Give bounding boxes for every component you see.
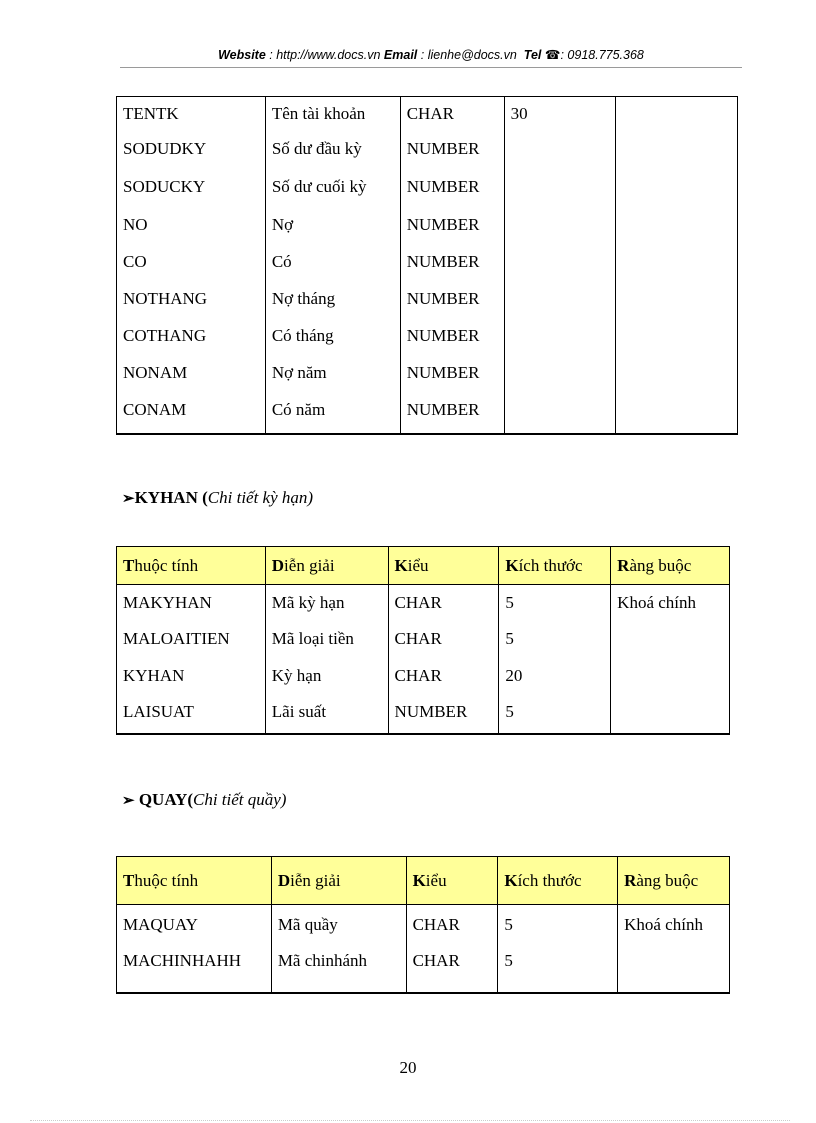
table-cell: Kỳ hạn [265,658,388,694]
table-cell: Mã kỳ hạn [265,585,388,621]
table-quay [116,856,730,994]
table-cell: CHAR [406,905,498,945]
table-cell: Số dư cuối kỳ [265,168,400,206]
table-row [117,244,738,281]
table-cell [616,281,738,318]
table-cell: SODUCKY [117,168,266,206]
table-cell [616,97,738,131]
table-cell [611,621,730,658]
section-name: QUAY( [134,790,193,809]
table-cell: NOTHANG [117,281,266,318]
table-cell: CO [117,244,266,281]
table-cell: NUMBER [400,281,504,318]
table-cell: NUMBER [400,131,504,168]
table-cell [504,355,616,392]
website-separator: : [265,48,277,62]
email-separator: : [417,48,428,62]
table-cell [504,318,616,355]
table-cell: Lãi suất [265,694,388,734]
table-row [117,694,730,734]
column-header: Kích thước [498,857,618,905]
website-label: Website [218,48,266,62]
section-name: KYHAN ( [134,488,208,507]
table-cell: NUMBER [400,168,504,206]
table-row [117,355,738,392]
column-header: Ràng buộc [618,857,730,905]
column-header: Diễn giải [265,547,388,585]
column-header: Kiểu [388,547,499,585]
table-cell: Có tháng [265,318,400,355]
table-cell: COTHANG [117,318,266,355]
table-cell [504,206,616,244]
table-cell: CHAR [388,585,499,621]
table-cell: NUMBER [400,206,504,244]
section-description: Chi tiết quầy) [192,790,287,809]
table-cell: Nợ năm [265,355,400,392]
table-cell: NUMBER [400,355,504,392]
table-cell: MACHINHAHH [117,945,272,993]
table-row [117,318,738,355]
table-cell: CHAR [400,97,504,131]
page-header [120,47,742,67]
table-cell: CHAR [388,621,499,658]
table-cell [616,318,738,355]
table-cell: NUMBER [388,694,499,734]
table-cell: NONAM [117,355,266,392]
bullet-arrow-icon: ➢ [122,793,135,809]
table-cell: 30 [504,97,616,131]
table-header-row [117,547,730,585]
column-header: Kiểu [406,857,498,905]
table-row [117,131,738,168]
table-cell: Khoá chính [618,905,730,945]
table-cell: 20 [499,658,611,694]
column-header: Thuộc tính [117,857,272,905]
table-cell [504,392,616,434]
header-divider [120,67,742,68]
table-cell: MAKYHAN [117,585,266,621]
tel-label: Tel [523,48,542,62]
table-cell: CONAM [117,392,266,434]
table-cell [616,355,738,392]
table-row [117,905,730,945]
table-cell [504,281,616,318]
table-cell: Tên tài khoản [265,97,400,131]
table-cell: MAQUAY [117,905,272,945]
table-cell: NUMBER [400,318,504,355]
table-header-row [117,857,730,905]
table-cell: TENTK [117,97,266,131]
table-cell [504,244,616,281]
email-label: Email [383,48,418,62]
table-cell: 5 [499,694,611,734]
table-cell: NUMBER [400,392,504,434]
bullet-arrow-icon: ➢ [122,491,135,507]
email-value[interactable]: lienhe@docs.vn [427,48,517,62]
section-description: Chi tiết kỳ hạn) [207,488,314,507]
table-cell [616,244,738,281]
table-cell: NO [117,206,266,244]
table-row [117,392,738,434]
section-title-kyhan [122,488,313,508]
table-cell: Mã chinhánh [271,945,406,993]
table-row [117,658,730,694]
column-header: Thuộc tính [117,547,266,585]
table-cell [618,945,730,993]
table-cell: Mã loại tiền [265,621,388,658]
table-cell [616,206,738,244]
table-cell: CHAR [388,658,499,694]
table-cell: 5 [499,585,611,621]
table-cell: Số dư đầu kỳ [265,131,400,168]
table-row [117,206,738,244]
column-header: Ràng buộc [611,547,730,585]
table-row [117,281,738,318]
table-cell: Nợ tháng [265,281,400,318]
section-title-quay [122,790,286,810]
table-cell: CHAR [406,945,498,993]
page-number: 20 [399,1058,417,1077]
table-cell: SODUDKY [117,131,266,168]
table-row [117,945,730,993]
table-cell [504,168,616,206]
table-row [117,621,730,658]
table-cell [611,658,730,694]
table-row [117,585,730,621]
table-cell: 5 [498,945,618,993]
table-cell: MALOAITIEN [117,621,266,658]
table-cell [616,392,738,434]
table-cell [611,694,730,734]
table-cell: NUMBER [400,244,504,281]
phone-icon: ☎ [544,48,561,62]
table-cell: 5 [498,905,618,945]
table-cell [616,168,738,206]
column-header: Diễn giải [271,857,406,905]
table-cell: Mã quầy [271,905,406,945]
table-cell: Có [265,244,400,281]
table-row [117,168,738,206]
table-cell: Nợ [265,206,400,244]
table-cell: Có năm [265,392,400,434]
table-cell: KYHAN [117,658,266,694]
tel-value: : 0918.775.368 [560,48,644,62]
table-cell: Khoá chính [611,585,730,621]
table-cell: 5 [499,621,611,658]
column-header: Kích thước [499,547,611,585]
table-kyhan [116,546,730,735]
table-row [117,97,738,131]
website-url[interactable]: http://www.docs.vn [276,48,381,62]
footer-divider [30,1120,790,1121]
table-account-fields [116,96,738,435]
table-cell [616,131,738,168]
table-cell: LAISUAT [117,694,266,734]
table-cell [504,131,616,168]
